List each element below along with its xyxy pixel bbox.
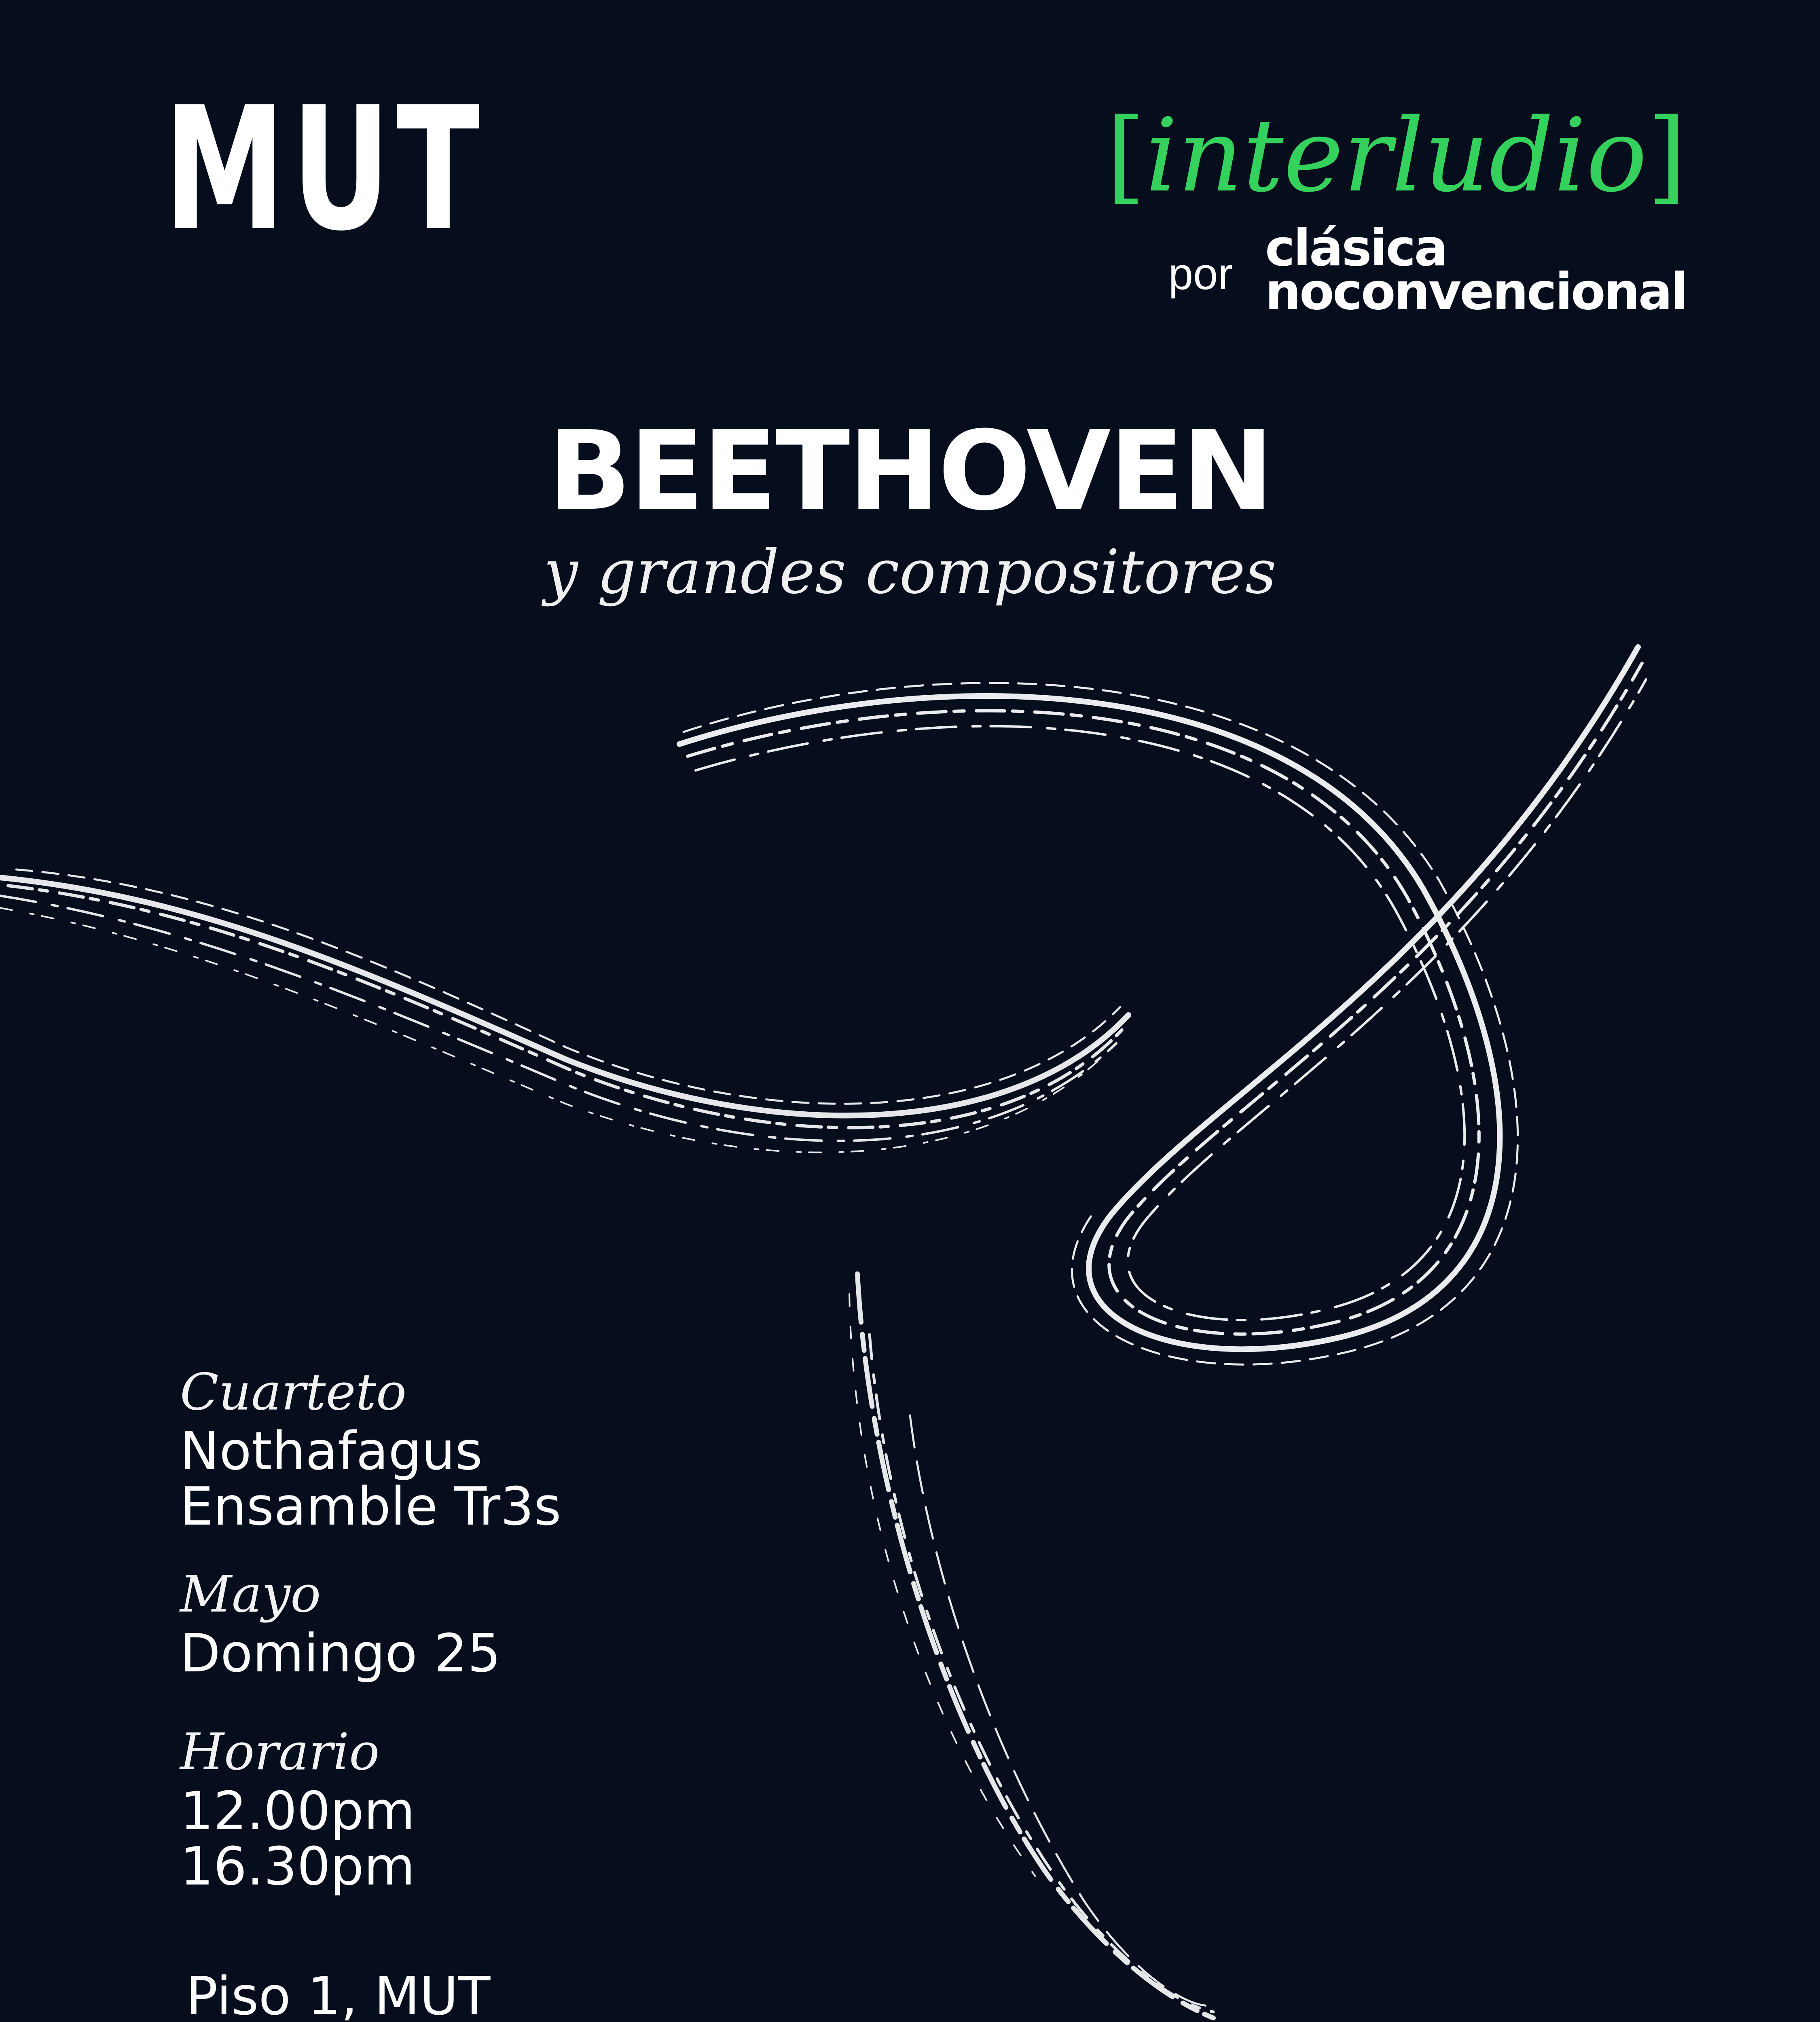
group-section <box>180 1363 561 1537</box>
time-section <box>180 1723 415 1897</box>
cnc-line-2: noconvencional <box>1265 262 1687 321</box>
brush-stroke-bottom <box>849 1274 1213 2018</box>
date-value: Domingo 25 <box>180 1622 501 1684</box>
interludio-logo: [interludio] <box>1106 97 1687 214</box>
venue-text: Piso 1, MUT <box>186 1965 491 2022</box>
interludio-text: interludio <box>1145 97 1647 214</box>
time-label: Horario <box>180 1723 380 1781</box>
date-section <box>180 1565 501 1684</box>
brush-stroke-loop <box>679 647 1646 1364</box>
date-label: Mayo <box>180 1565 321 1624</box>
por-text: por <box>1168 249 1233 299</box>
event-subtitle: y grandes compositores <box>544 537 1276 607</box>
cnc-line-1: clásica <box>1265 219 1447 277</box>
presented-by-block <box>1168 219 1687 321</box>
clasica-noconvencional-logo <box>1265 219 1687 321</box>
time-value-1: 12.00pm <box>180 1780 415 1842</box>
group-value-2: Ensamble Tr3s <box>180 1475 561 1537</box>
mut-logo: MUT <box>164 71 486 269</box>
brush-stroke-left <box>0 869 1128 1153</box>
group-value-1: Nothafagus <box>180 1420 483 1482</box>
event-title: BEETHOVEN <box>548 407 1272 535</box>
group-label: Cuarteto <box>180 1363 407 1421</box>
time-value-2: 16.30pm <box>180 1835 415 1897</box>
